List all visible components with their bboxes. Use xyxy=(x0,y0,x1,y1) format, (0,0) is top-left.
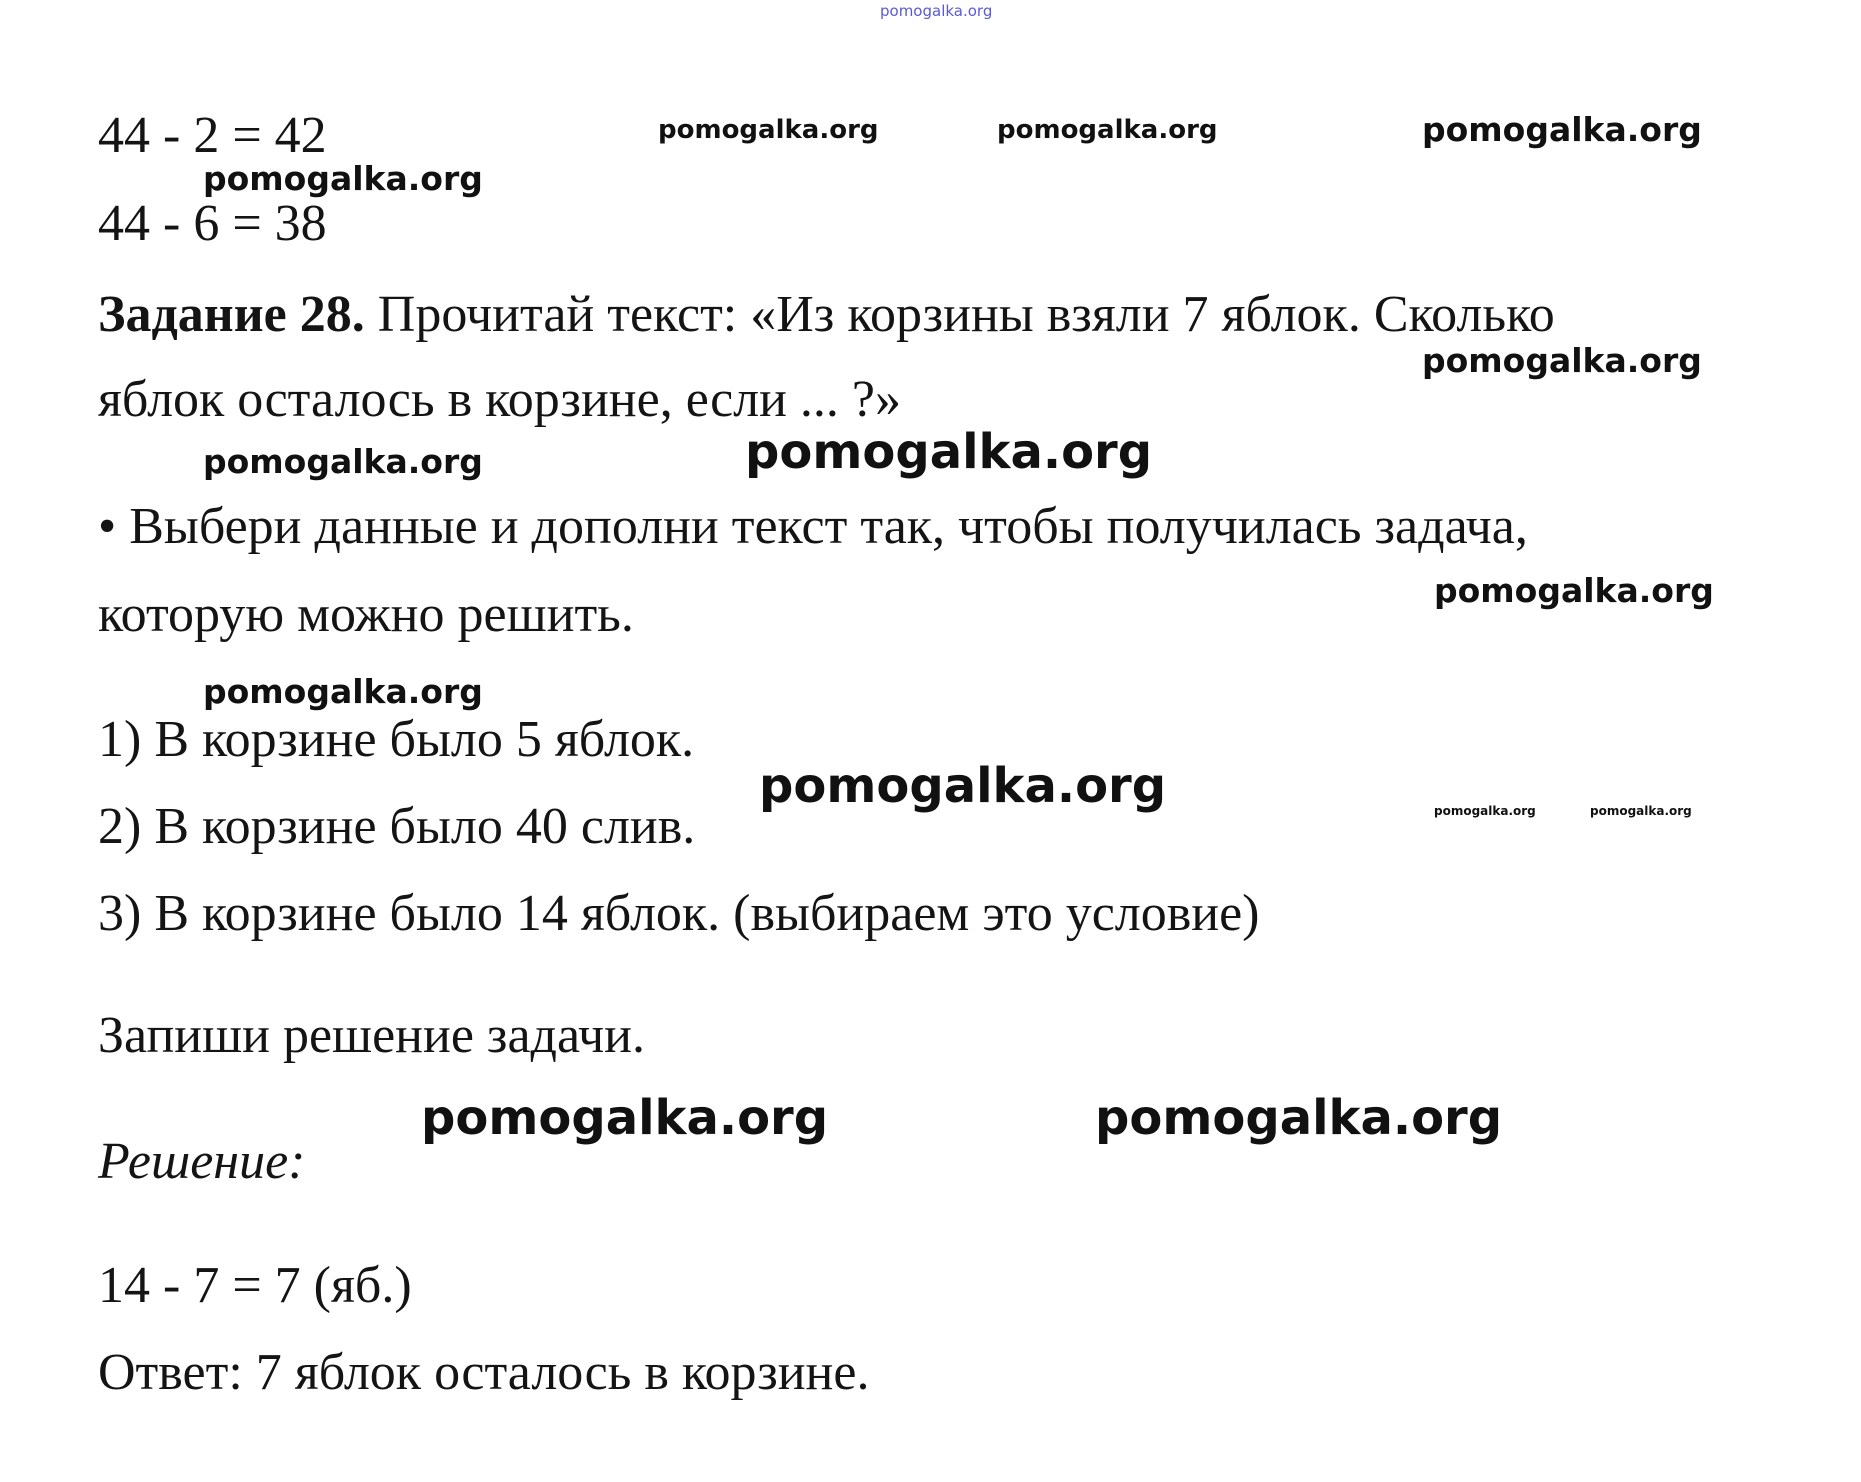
watermark: pomogalka.org xyxy=(745,424,1153,480)
task-line-2: яблок осталось в корзине, если ... ?» xyxy=(98,371,902,428)
task-label: Задание 28. xyxy=(98,286,365,343)
answer-line: Ответ: 7 яблок осталось в корзине. xyxy=(98,1344,870,1401)
task-line-1 xyxy=(98,285,1555,345)
write-solution-prompt: Запиши решение задачи. xyxy=(98,1007,645,1064)
task-text-1: Прочитай текст: «Из корзины взяли 7 яблок. Сколько xyxy=(364,286,1555,343)
equation-line-2: 44 - 6 = 38 xyxy=(98,195,327,252)
watermark: pomogalka.org xyxy=(1422,110,1702,149)
watermark: pomogalka.org xyxy=(1422,341,1702,380)
watermark: pomogalka.org xyxy=(203,159,483,198)
watermark: pomogalka.org xyxy=(997,115,1218,145)
watermark: pomogalka.org xyxy=(203,672,483,711)
option-1: 1) В корзине было 5 яблок. xyxy=(98,711,695,768)
instruction-line-1: • Выбери данные и дополни текст так, чтобы получилась задача, xyxy=(98,498,1528,555)
watermark: pomogalka.org xyxy=(1095,1090,1503,1146)
equation-line-1: 44 - 2 = 42 xyxy=(98,107,327,164)
watermark: pomogalka.org xyxy=(1434,571,1714,610)
watermark: pomogalka.org xyxy=(759,758,1167,814)
watermark: pomogalka.org xyxy=(421,1090,829,1146)
option-3: 3) В корзине было 14 яблок. (выбираем это условие) xyxy=(98,885,1260,942)
watermark: pomogalka.org xyxy=(1434,804,1536,818)
solution-equation: 14 - 7 = 7 (яб.) xyxy=(98,1257,412,1314)
option-2: 2) В корзине было 40 слив. xyxy=(98,798,696,855)
solution-label: Решение: xyxy=(98,1133,306,1190)
instruction-line-2: которую можно решить. xyxy=(98,586,634,643)
watermark: pomogalka.org xyxy=(658,115,879,145)
watermark-top: pomogalka.org xyxy=(880,2,993,20)
watermark: pomogalka.org xyxy=(1590,804,1692,818)
watermark: pomogalka.org xyxy=(203,442,483,481)
